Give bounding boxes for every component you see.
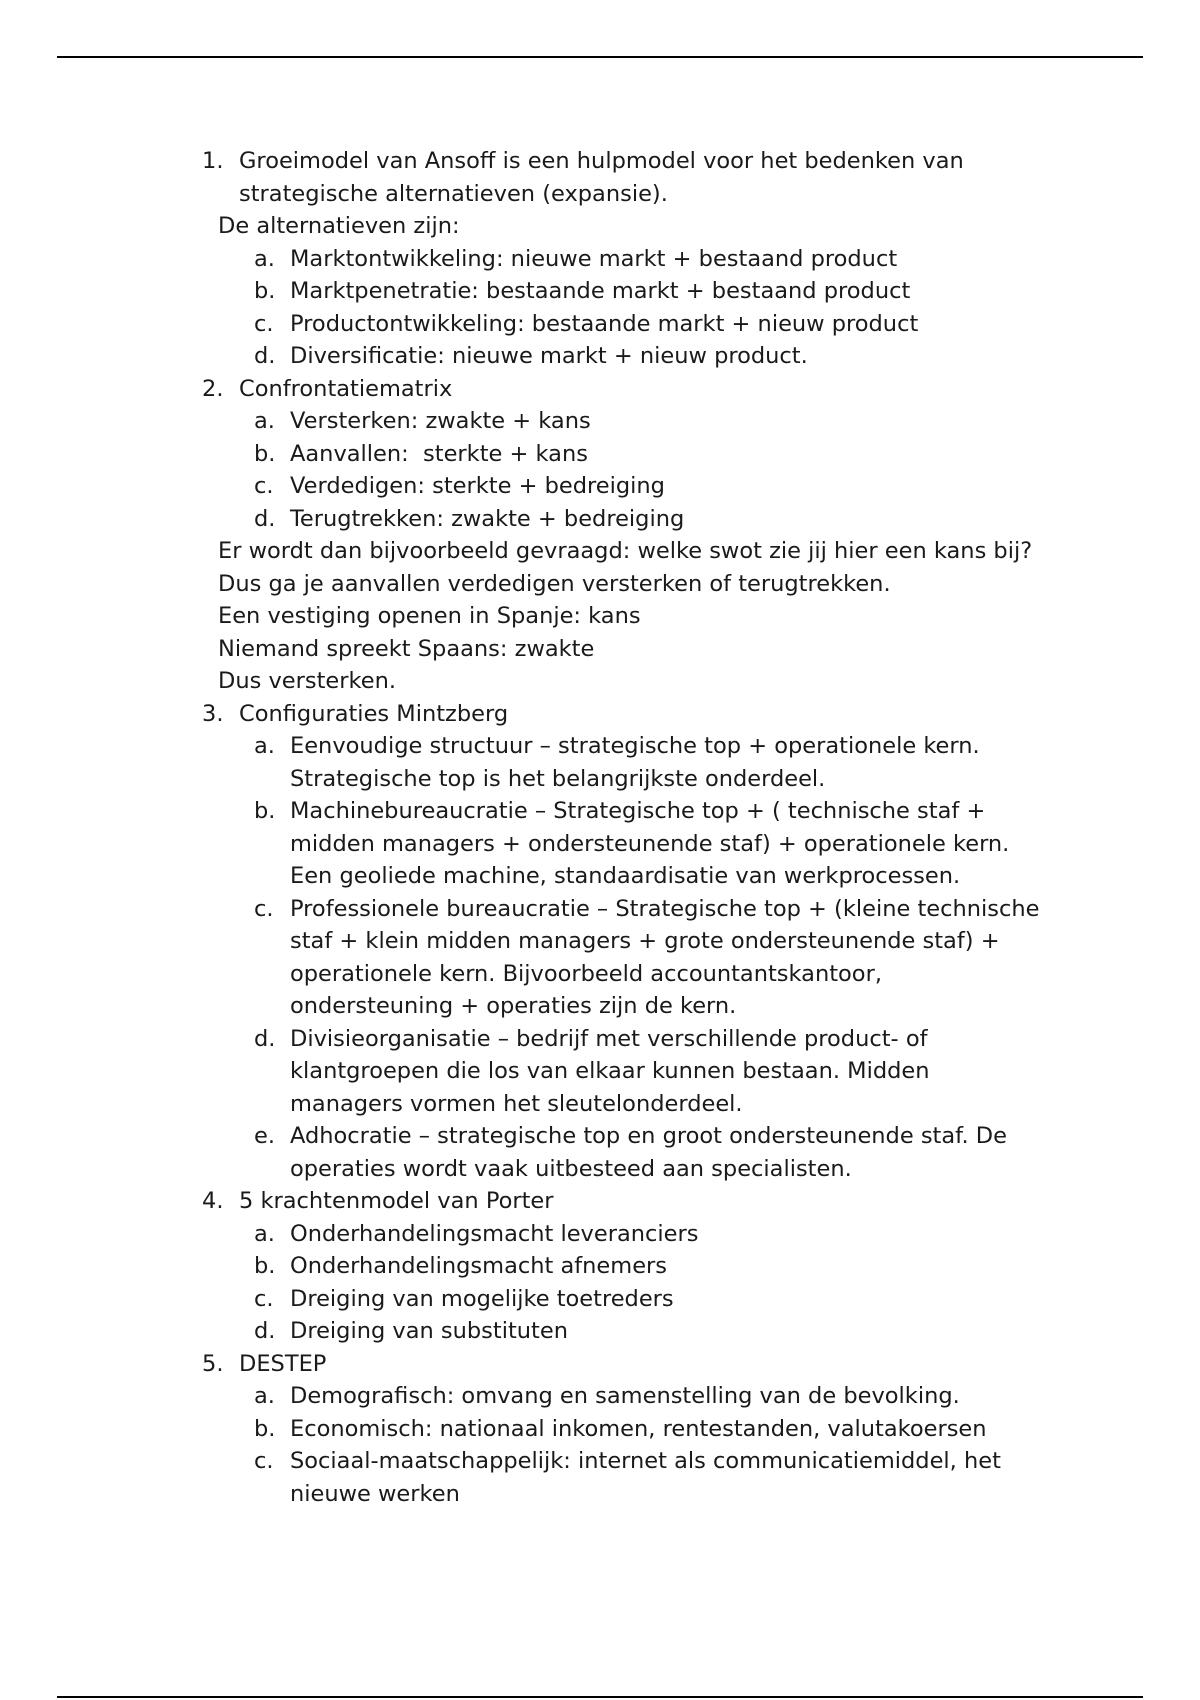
sub-item-text: Diversificatie: nieuwe markt + nieuw product. [290, 343, 808, 369]
sub-item-text: Economisch: nationaal inkomen, rentestanden, valutakoersen [290, 1415, 987, 1442]
sub-item-label: b. [254, 1253, 276, 1279]
sub-item-text: Machinebureaucratie – Strategische top + ( technische staf + midden managers + ondersteunende staf) + operationele kern. Een geoliede machine, standaardisatie van werkprocessen. [290, 798, 1010, 889]
sub-item [254, 503, 1100, 536]
sub-item [254, 1315, 1100, 1348]
sub-item [254, 730, 1030, 795]
sub-item-label: c. [254, 895, 274, 922]
list-item-confrontatiematrix [200, 373, 1100, 406]
note-text: Dus versterken. [218, 668, 396, 694]
list-item-porter [200, 1185, 1100, 1218]
item-text: Confrontatiematrix [239, 375, 453, 402]
sub-item [254, 438, 1100, 471]
note-text: Er wordt dan bijvoorbeeld gevraagd: welke swot zie jij hier een kans bij? Dus ga je aanvallen verdedigen versterken of terugtrekken. [218, 538, 1033, 597]
sub-item-text: Aanvallen: sterkte + kans [290, 440, 588, 467]
sub-item [254, 308, 1100, 341]
sub-item [254, 1283, 1100, 1316]
sub-item-text: Sociaal-maatschappelijk: internet als communicatiemiddel, het nieuwe werken [290, 1448, 1001, 1507]
sub-item-label: b. [254, 798, 276, 824]
sub-item [254, 1445, 1070, 1510]
sub-item-text: Eenvoudige structuur – strategische top + operationele kern. Strategische top is het belangrijkste onderdeel. [290, 733, 980, 792]
sub-item [254, 1380, 1100, 1413]
list-item-destep [200, 1348, 1100, 1381]
item-text: 5 krachtenmodel van Porter [239, 1188, 554, 1214]
sub-item [254, 1218, 1100, 1251]
item-number: 3. [202, 700, 224, 727]
sub-item-label: b. [254, 278, 276, 304]
sub-item-label: d. [254, 1025, 276, 1052]
item-number: 4. [202, 1188, 224, 1214]
sub-item-label: a. [254, 733, 275, 759]
list-item-mintzberg [200, 698, 1100, 731]
sub-item [254, 795, 1040, 893]
sub-item-label: b. [254, 1415, 276, 1442]
sub-item-label: d. [254, 343, 276, 369]
sub-item-label: b. [254, 440, 276, 467]
sub-item-text: Demografisch: omvang en samenstelling van de bevolking. [290, 1383, 960, 1409]
item-number: 2. [202, 375, 224, 402]
sub-item-label: d. [254, 505, 276, 532]
sub-item-text: Divisieorganisatie – bedrijf met verschillende product- of klantgroepen die los van elkaar kunnen bestaan. Midden managers vormen het sleutelonderdeel. [290, 1025, 930, 1117]
sub-item-label: a. [254, 1383, 275, 1409]
item-number: 5. [202, 1350, 224, 1377]
sub-item-text: Adhocratie – strategische top en groot ondersteunende staf. De operaties wordt vaak uitbesteed aan specialisten. [290, 1123, 1007, 1182]
sub-item-label: c. [254, 1448, 274, 1474]
sub-item-text: Dreiging van substituten [290, 1318, 568, 1344]
sub-item-label: e. [254, 1123, 275, 1149]
sub-item [254, 243, 1100, 276]
sub-item-text: Marktpenetratie: bestaande markt + bestaand product [290, 278, 911, 304]
sub-item [254, 893, 1050, 1023]
note-text: De alternatieven zijn: [218, 213, 460, 239]
footer-rule [57, 1696, 1143, 1698]
sub-item-label: d. [254, 1318, 276, 1344]
note-text: Niemand spreekt Spaans: zwakte [218, 635, 595, 662]
sub-item-text: Marktontwikkeling: nieuwe markt + bestaand product [290, 245, 898, 272]
note-text: Een vestiging openen in Spanje: kans [218, 603, 641, 629]
sub-item [254, 1250, 1100, 1283]
sub-item-text: Dreiging van mogelijke toetreders [290, 1285, 674, 1312]
sub-item [254, 1023, 1030, 1121]
sub-item-label: c. [254, 473, 274, 499]
sub-item-text: Onderhandelingsmacht afnemers [290, 1253, 668, 1279]
sub-item-label: c. [254, 1285, 274, 1312]
document-body [200, 145, 1100, 1510]
sub-item [254, 405, 1100, 438]
sub-item-label: a. [254, 1220, 275, 1247]
sub-item [254, 340, 1100, 373]
item-text: DESTEP [239, 1350, 327, 1377]
sub-item [254, 1120, 1030, 1185]
header-rule [57, 56, 1143, 58]
sub-item [254, 275, 1100, 308]
sub-item-text: Terugtrekken: zwakte + bedreiging [290, 505, 685, 532]
item-text: Groeimodel van Ansoff is een hulpmodel voor het bedenken van strategische alternatieven (expansie). [239, 148, 964, 207]
sub-item-label: a. [254, 408, 275, 434]
sub-item-text: Verdedigen: sterkte + bedreiging [290, 473, 665, 499]
item-text: Configuraties Mintzberg [239, 700, 509, 727]
sub-item-text: Onderhandelingsmacht leveranciers [290, 1220, 699, 1247]
sub-item [254, 470, 1100, 503]
sub-item-text: Versterken: zwakte + kans [290, 408, 591, 434]
sub-item [254, 1413, 1100, 1446]
list-item-ansoff [200, 145, 1100, 210]
item-number: 1. [202, 148, 224, 174]
sub-item-label: c. [254, 310, 274, 337]
sub-item-label: a. [254, 245, 275, 272]
sub-item-text: Productontwikkeling: bestaande markt + nieuw product [290, 310, 919, 337]
sub-item-text: Professionele bureaucratie – Strategische top + (kleine technische staf + klein midden managers + grote ondersteunende staf) + operationele kern. Bijvoorbeeld accountantskantoor, ondersteuning + operaties zijn de kern. [290, 895, 1040, 1019]
